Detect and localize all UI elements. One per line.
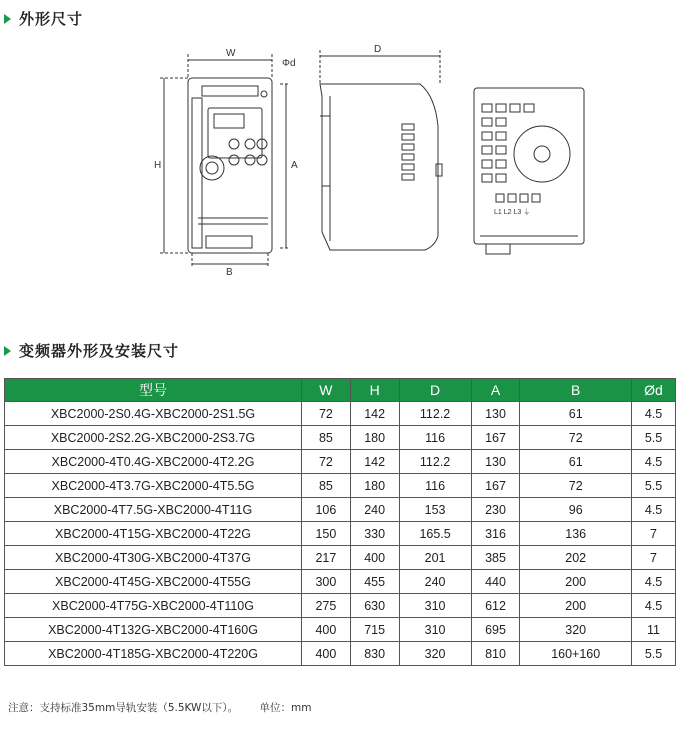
value-cell: 201 bbox=[399, 546, 471, 570]
value-cell: 200 bbox=[520, 570, 632, 594]
model-cell: XBC2000-4T0.4G-XBC2000-4T2.2G bbox=[5, 450, 302, 474]
header-cell: W bbox=[302, 379, 351, 402]
value-cell: 440 bbox=[471, 570, 520, 594]
value-cell: 200 bbox=[520, 594, 632, 618]
table-row bbox=[5, 498, 676, 522]
table-row bbox=[5, 594, 676, 618]
value-cell: 136 bbox=[520, 522, 632, 546]
footnote bbox=[8, 700, 329, 715]
section-title: 变频器外形及安装尺寸 bbox=[19, 342, 180, 360]
label-d: D bbox=[374, 44, 382, 55]
value-cell: 142 bbox=[350, 450, 399, 474]
value-cell: 167 bbox=[471, 474, 520, 498]
value-cell: 695 bbox=[471, 618, 520, 642]
table-row bbox=[5, 618, 676, 642]
triangle-bullet-icon bbox=[4, 346, 11, 356]
section-heading-install bbox=[4, 340, 179, 361]
value-cell: 130 bbox=[471, 402, 520, 426]
value-cell: 72 bbox=[302, 402, 351, 426]
value-cell: 400 bbox=[302, 642, 351, 666]
value-cell: 5.5 bbox=[632, 474, 676, 498]
value-cell: 830 bbox=[350, 642, 399, 666]
header-cell: 型号 bbox=[5, 379, 302, 402]
value-cell: 160+160 bbox=[520, 642, 632, 666]
terminal-labels: L1 L2 L3 ⏚ bbox=[494, 209, 531, 216]
value-cell: 7 bbox=[632, 522, 676, 546]
value-cell: 400 bbox=[302, 618, 351, 642]
value-cell: 5.5 bbox=[632, 426, 676, 450]
value-cell: 130 bbox=[471, 450, 520, 474]
value-cell: 300 bbox=[302, 570, 351, 594]
value-cell: 612 bbox=[471, 594, 520, 618]
value-cell: 116 bbox=[399, 426, 471, 450]
value-cell: 7 bbox=[632, 546, 676, 570]
table-row bbox=[5, 642, 676, 666]
value-cell: 85 bbox=[302, 426, 351, 450]
value-cell: 810 bbox=[471, 642, 520, 666]
value-cell: 202 bbox=[520, 546, 632, 570]
header-cell: Ød bbox=[632, 379, 676, 402]
header-cell: B bbox=[520, 379, 632, 402]
table-row bbox=[5, 570, 676, 594]
value-cell: 330 bbox=[350, 522, 399, 546]
value-cell: 275 bbox=[302, 594, 351, 618]
unit-text: 单位：mm bbox=[259, 702, 312, 714]
model-cell: XBC2000-4T30G-XBC2000-4T37G bbox=[5, 546, 302, 570]
value-cell: 4.5 bbox=[632, 498, 676, 522]
value-cell: 72 bbox=[520, 474, 632, 498]
value-cell: 142 bbox=[350, 402, 399, 426]
label-a: A bbox=[291, 160, 298, 171]
value-cell: 180 bbox=[350, 426, 399, 450]
model-cell: XBC2000-4T15G-XBC2000-4T22G bbox=[5, 522, 302, 546]
model-cell: XBC2000-2S0.4G-XBC2000-2S1.5G bbox=[5, 402, 302, 426]
model-cell: XBC2000-4T7.5G-XBC2000-4T11G bbox=[5, 498, 302, 522]
value-cell: 61 bbox=[520, 450, 632, 474]
value-cell: 72 bbox=[520, 426, 632, 450]
value-cell: 150 bbox=[302, 522, 351, 546]
value-cell: 167 bbox=[471, 426, 520, 450]
section-title: 外形尺寸 bbox=[19, 10, 84, 28]
value-cell: 630 bbox=[350, 594, 399, 618]
value-cell: 180 bbox=[350, 474, 399, 498]
value-cell: 310 bbox=[399, 594, 471, 618]
value-cell: 316 bbox=[471, 522, 520, 546]
value-cell: 240 bbox=[399, 570, 471, 594]
value-cell: 116 bbox=[399, 474, 471, 498]
label-w: W bbox=[226, 48, 236, 59]
value-cell: 455 bbox=[350, 570, 399, 594]
model-cell: XBC2000-4T132G-XBC2000-4T160G bbox=[5, 618, 302, 642]
model-cell: XBC2000-4T45G-XBC2000-4T55G bbox=[5, 570, 302, 594]
label-b: B bbox=[226, 267, 233, 276]
value-cell: 240 bbox=[350, 498, 399, 522]
value-cell: 320 bbox=[520, 618, 632, 642]
value-cell: 230 bbox=[471, 498, 520, 522]
section-heading-dimensions bbox=[4, 8, 83, 29]
header-cell: D bbox=[399, 379, 471, 402]
table-row bbox=[5, 450, 676, 474]
value-cell: 72 bbox=[302, 450, 351, 474]
value-cell: 11 bbox=[632, 618, 676, 642]
value-cell: 5.5 bbox=[632, 642, 676, 666]
table-row bbox=[5, 474, 676, 498]
value-cell: 4.5 bbox=[632, 570, 676, 594]
dimension-table bbox=[4, 378, 676, 666]
model-cell: XBC2000-4T185G-XBC2000-4T220G bbox=[5, 642, 302, 666]
table-row bbox=[5, 522, 676, 546]
value-cell: 385 bbox=[471, 546, 520, 570]
value-cell: 112.2 bbox=[399, 402, 471, 426]
label-h: H bbox=[154, 160, 162, 171]
value-cell: 310 bbox=[399, 618, 471, 642]
header-cell: A bbox=[471, 379, 520, 402]
value-cell: 4.5 bbox=[632, 450, 676, 474]
note-text: 注意：支持标准35mm导轨安装（5.5KW以下）。 bbox=[8, 702, 239, 714]
model-cell: XBC2000-4T3.7G-XBC2000-4T5.5G bbox=[5, 474, 302, 498]
table-header-row bbox=[5, 379, 676, 402]
value-cell: 112.2 bbox=[399, 450, 471, 474]
value-cell: 153 bbox=[399, 498, 471, 522]
table-row bbox=[5, 546, 676, 570]
value-cell: 165.5 bbox=[399, 522, 471, 546]
model-cell: XBC2000-4T75G-XBC2000-4T110G bbox=[5, 594, 302, 618]
value-cell: 106 bbox=[302, 498, 351, 522]
value-cell: 85 bbox=[302, 474, 351, 498]
value-cell: 715 bbox=[350, 618, 399, 642]
value-cell: 61 bbox=[520, 402, 632, 426]
value-cell: 96 bbox=[520, 498, 632, 522]
triangle-bullet-icon bbox=[4, 14, 11, 24]
header-cell: H bbox=[350, 379, 399, 402]
value-cell: 217 bbox=[302, 546, 351, 570]
value-cell: 320 bbox=[399, 642, 471, 666]
table-row bbox=[5, 426, 676, 450]
label-phid: Φd bbox=[282, 58, 296, 69]
value-cell: 400 bbox=[350, 546, 399, 570]
model-cell: XBC2000-2S2.2G-XBC2000-2S3.7G bbox=[5, 426, 302, 450]
table-row bbox=[5, 402, 676, 426]
value-cell: 4.5 bbox=[632, 594, 676, 618]
value-cell: 4.5 bbox=[632, 402, 676, 426]
dimension-drawing bbox=[150, 36, 620, 276]
